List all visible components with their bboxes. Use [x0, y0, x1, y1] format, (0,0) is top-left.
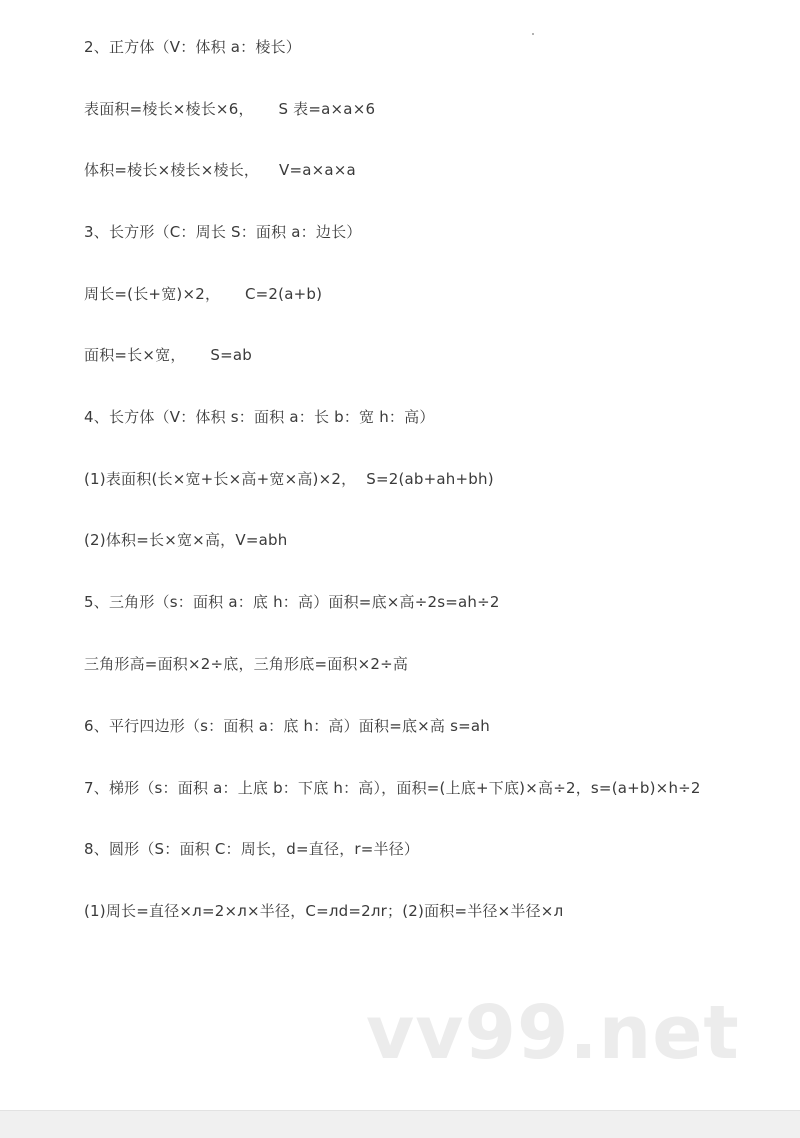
line-cube-surface-area: 表面积=棱长×棱长×6， S 表=a×a×6: [84, 100, 376, 118]
speck-mark: [532, 33, 534, 35]
line-trapezoid: 7、梯形（s：面积 a：上底 b：下底 h：高），面积=(上底+下底)×高÷2，s=(a+b)×h÷2: [84, 779, 701, 797]
line-circle-heading: 8、圆形（S：面积 C：周长，d=直径，r=半径）: [84, 840, 420, 858]
line-rectangle-heading: 3、长方形（C：周长 S：面积 a：边长）: [84, 223, 362, 241]
line-cube-volume: 体积=棱长×棱长×棱长， V=a×a×a: [84, 161, 356, 179]
line-cuboid-surface-area: (1)表面积(长×宽+长×高+宽×高)×2， S=2(ab+ah+bh): [84, 470, 494, 488]
line-cuboid-volume: (2)体积=长×宽×高，V=abh: [84, 531, 288, 549]
line-rectangle-area: 面积=长×宽， S=ab: [84, 346, 252, 364]
line-square-cube-heading: 2、正方体（V：体积 a：棱长）: [84, 38, 301, 56]
line-triangle-height-base: 三角形高=面积×2÷底，三角形底=面积×2÷高: [84, 655, 409, 673]
line-triangle-heading: 5、三角形（s：面积 a：底 h：高）面积=底×高÷2s=ah÷2: [84, 593, 500, 611]
watermark-logo: vv99.net: [366, 990, 740, 1076]
line-parallelogram: 6、平行四边形（s：面积 a：底 h：高）面积=底×高 s=ah: [84, 717, 490, 735]
page-bottom-gap: [0, 1110, 800, 1138]
line-cuboid-heading: 4、长方体（V：体积 s：面积 a：长 b：宽 h：高）: [84, 408, 435, 426]
line-circle-formulas: (1)周长=直径×л=2×л×半径，C=лd=2лr；(2)面积=半径×半径×л: [84, 902, 564, 920]
line-rectangle-perimeter: 周长=(长+宽)×2， C=2(a+b): [84, 285, 323, 303]
